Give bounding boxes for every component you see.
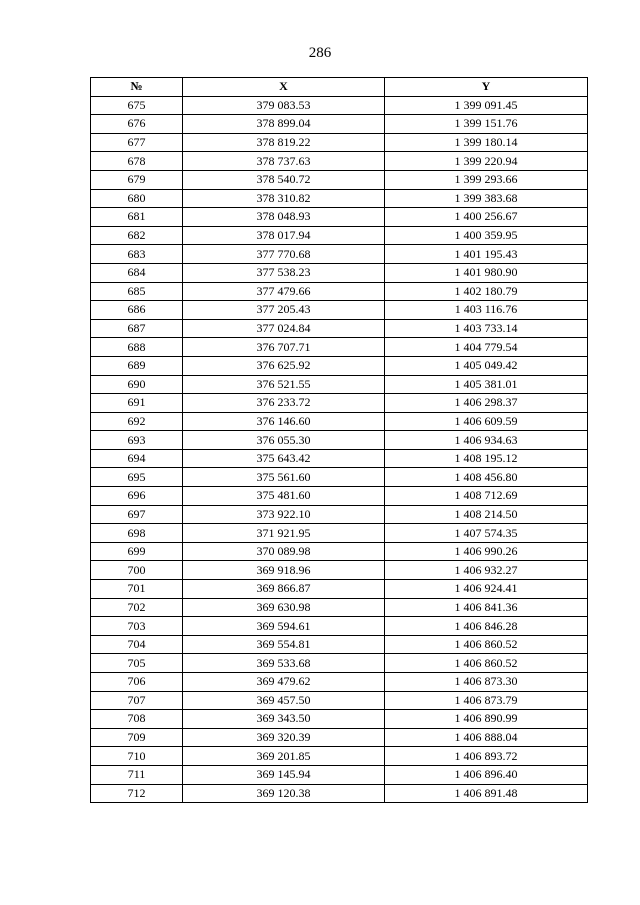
cell-y: 1 406 841.36	[385, 598, 588, 617]
cell-y: 1 406 990.26	[385, 542, 588, 561]
table-row	[91, 580, 588, 599]
table-row	[91, 115, 588, 134]
cell-number: 685	[91, 282, 183, 301]
cell-number: 710	[91, 747, 183, 766]
cell-x: 376 055.30	[183, 431, 385, 450]
table-row	[91, 561, 588, 580]
cell-x: 369 554.81	[183, 635, 385, 654]
cell-x: 369 630.98	[183, 598, 385, 617]
table-row	[91, 784, 588, 803]
table-row	[91, 728, 588, 747]
cell-number: 706	[91, 673, 183, 692]
cell-y: 1 405 381.01	[385, 375, 588, 394]
cell-x: 369 145.94	[183, 765, 385, 784]
table-row	[91, 338, 588, 357]
cell-x: 377 770.68	[183, 245, 385, 264]
table-row	[91, 431, 588, 450]
table-row	[91, 468, 588, 487]
cell-y: 1 406 893.72	[385, 747, 588, 766]
cell-x: 376 707.71	[183, 338, 385, 357]
cell-y: 1 399 151.76	[385, 115, 588, 134]
table-row	[91, 394, 588, 413]
table-row	[91, 710, 588, 729]
cell-number: 696	[91, 487, 183, 506]
header-number: №	[91, 78, 183, 97]
table-row	[91, 245, 588, 264]
cell-y: 1 400 359.95	[385, 226, 588, 245]
table-row	[91, 598, 588, 617]
cell-number: 697	[91, 505, 183, 524]
table-row	[91, 412, 588, 431]
cell-y: 1 399 180.14	[385, 133, 588, 152]
cell-x: 369 594.61	[183, 617, 385, 636]
cell-number: 694	[91, 449, 183, 468]
cell-y: 1 406 846.28	[385, 617, 588, 636]
table-row	[91, 542, 588, 561]
cell-y: 1 408 712.69	[385, 487, 588, 506]
cell-number: 698	[91, 524, 183, 543]
cell-x: 369 120.38	[183, 784, 385, 803]
cell-x: 371 921.95	[183, 524, 385, 543]
cell-x: 370 089.98	[183, 542, 385, 561]
table-row	[91, 375, 588, 394]
table-row	[91, 170, 588, 189]
page-number: 286	[308, 45, 332, 61]
table-row	[91, 356, 588, 375]
table-row	[91, 487, 588, 506]
cell-x: 369 866.87	[183, 580, 385, 599]
cell-number: 700	[91, 561, 183, 580]
table-row	[91, 654, 588, 673]
cell-x: 378 540.72	[183, 170, 385, 189]
table-row	[91, 617, 588, 636]
cell-number: 690	[91, 375, 183, 394]
cell-y: 1 408 195.12	[385, 449, 588, 468]
cell-x: 369 343.50	[183, 710, 385, 729]
table-row	[91, 301, 588, 320]
cell-y: 1 406 873.79	[385, 691, 588, 710]
cell-number: 704	[91, 635, 183, 654]
table-row	[91, 765, 588, 784]
cell-y: 1 406 890.99	[385, 710, 588, 729]
cell-x: 378 048.93	[183, 208, 385, 227]
cell-number: 688	[91, 338, 183, 357]
cell-number: 709	[91, 728, 183, 747]
cell-number: 711	[91, 765, 183, 784]
cell-number: 703	[91, 617, 183, 636]
cell-x: 379 083.53	[183, 96, 385, 115]
cell-y: 1 401 195.43	[385, 245, 588, 264]
cell-y: 1 399 383.68	[385, 189, 588, 208]
cell-y: 1 405 049.42	[385, 356, 588, 375]
cell-y: 1 406 896.40	[385, 765, 588, 784]
cell-y: 1 406 298.37	[385, 394, 588, 413]
cell-y: 1 406 609.59	[385, 412, 588, 431]
cell-number: 687	[91, 319, 183, 338]
cell-y: 1 406 888.04	[385, 728, 588, 747]
cell-number: 699	[91, 542, 183, 561]
cell-number: 686	[91, 301, 183, 320]
cell-x: 377 538.23	[183, 263, 385, 282]
cell-y: 1 404 779.54	[385, 338, 588, 357]
cell-x: 376 233.72	[183, 394, 385, 413]
cell-number: 691	[91, 394, 183, 413]
table-row	[91, 673, 588, 692]
table-header	[91, 78, 588, 97]
cell-number: 693	[91, 431, 183, 450]
header-x: X	[183, 78, 385, 97]
table-row	[91, 505, 588, 524]
table-row	[91, 226, 588, 245]
table-row	[91, 635, 588, 654]
cell-y: 1 399 220.94	[385, 152, 588, 171]
cell-x: 369 479.62	[183, 673, 385, 692]
cell-number: 695	[91, 468, 183, 487]
table-row	[91, 691, 588, 710]
table-row	[91, 282, 588, 301]
cell-number: 707	[91, 691, 183, 710]
cell-x: 369 533.68	[183, 654, 385, 673]
cell-y: 1 402 180.79	[385, 282, 588, 301]
cell-number: 684	[91, 263, 183, 282]
cell-y: 1 406 860.52	[385, 654, 588, 673]
cell-y: 1 406 924.41	[385, 580, 588, 599]
cell-number: 692	[91, 412, 183, 431]
cell-y: 1 399 091.45	[385, 96, 588, 115]
cell-x: 376 521.55	[183, 375, 385, 394]
table-body	[91, 96, 588, 803]
cell-y: 1 408 456.80	[385, 468, 588, 487]
table-row	[91, 449, 588, 468]
cell-number: 712	[91, 784, 183, 803]
cell-x: 378 737.63	[183, 152, 385, 171]
cell-y: 1 406 934.63	[385, 431, 588, 450]
cell-y: 1 407 574.35	[385, 524, 588, 543]
cell-number: 678	[91, 152, 183, 171]
cell-number: 677	[91, 133, 183, 152]
table-row	[91, 263, 588, 282]
cell-x: 375 481.60	[183, 487, 385, 506]
cell-x: 369 320.39	[183, 728, 385, 747]
table-row	[91, 208, 588, 227]
cell-y: 1 406 860.52	[385, 635, 588, 654]
cell-x: 376 146.60	[183, 412, 385, 431]
cell-x: 376 625.92	[183, 356, 385, 375]
coordinates-table	[90, 77, 588, 803]
cell-x: 369 201.85	[183, 747, 385, 766]
table-row	[91, 152, 588, 171]
cell-y: 1 403 733.14	[385, 319, 588, 338]
cell-y: 1 406 891.48	[385, 784, 588, 803]
table-row	[91, 133, 588, 152]
cell-number: 676	[91, 115, 183, 134]
cell-y: 1 406 932.27	[385, 561, 588, 580]
table-row	[91, 96, 588, 115]
table-row	[91, 747, 588, 766]
cell-y: 1 400 256.67	[385, 208, 588, 227]
cell-x: 377 479.66	[183, 282, 385, 301]
cell-y: 1 401 980.90	[385, 263, 588, 282]
cell-number: 681	[91, 208, 183, 227]
cell-x: 377 024.84	[183, 319, 385, 338]
cell-x: 369 918.96	[183, 561, 385, 580]
cell-x: 378 017.94	[183, 226, 385, 245]
cell-number: 689	[91, 356, 183, 375]
cell-x: 378 819.22	[183, 133, 385, 152]
cell-x: 377 205.43	[183, 301, 385, 320]
cell-y: 1 406 873.30	[385, 673, 588, 692]
table-row	[91, 319, 588, 338]
cell-number: 680	[91, 189, 183, 208]
cell-x: 378 899.04	[183, 115, 385, 134]
cell-number: 675	[91, 96, 183, 115]
cell-y: 1 403 116.76	[385, 301, 588, 320]
cell-y: 1 399 293.66	[385, 170, 588, 189]
cell-number: 682	[91, 226, 183, 245]
header-y: Y	[385, 78, 588, 97]
cell-x: 373 922.10	[183, 505, 385, 524]
cell-number: 705	[91, 654, 183, 673]
header-row	[91, 78, 588, 97]
cell-x: 375 643.42	[183, 449, 385, 468]
cell-y: 1 408 214.50	[385, 505, 588, 524]
table-row	[91, 189, 588, 208]
cell-x: 375 561.60	[183, 468, 385, 487]
cell-number: 702	[91, 598, 183, 617]
cell-x: 378 310.82	[183, 189, 385, 208]
cell-number: 708	[91, 710, 183, 729]
cell-number: 679	[91, 170, 183, 189]
cell-x: 369 457.50	[183, 691, 385, 710]
table-row	[91, 524, 588, 543]
cell-number: 701	[91, 580, 183, 599]
cell-number: 683	[91, 245, 183, 264]
